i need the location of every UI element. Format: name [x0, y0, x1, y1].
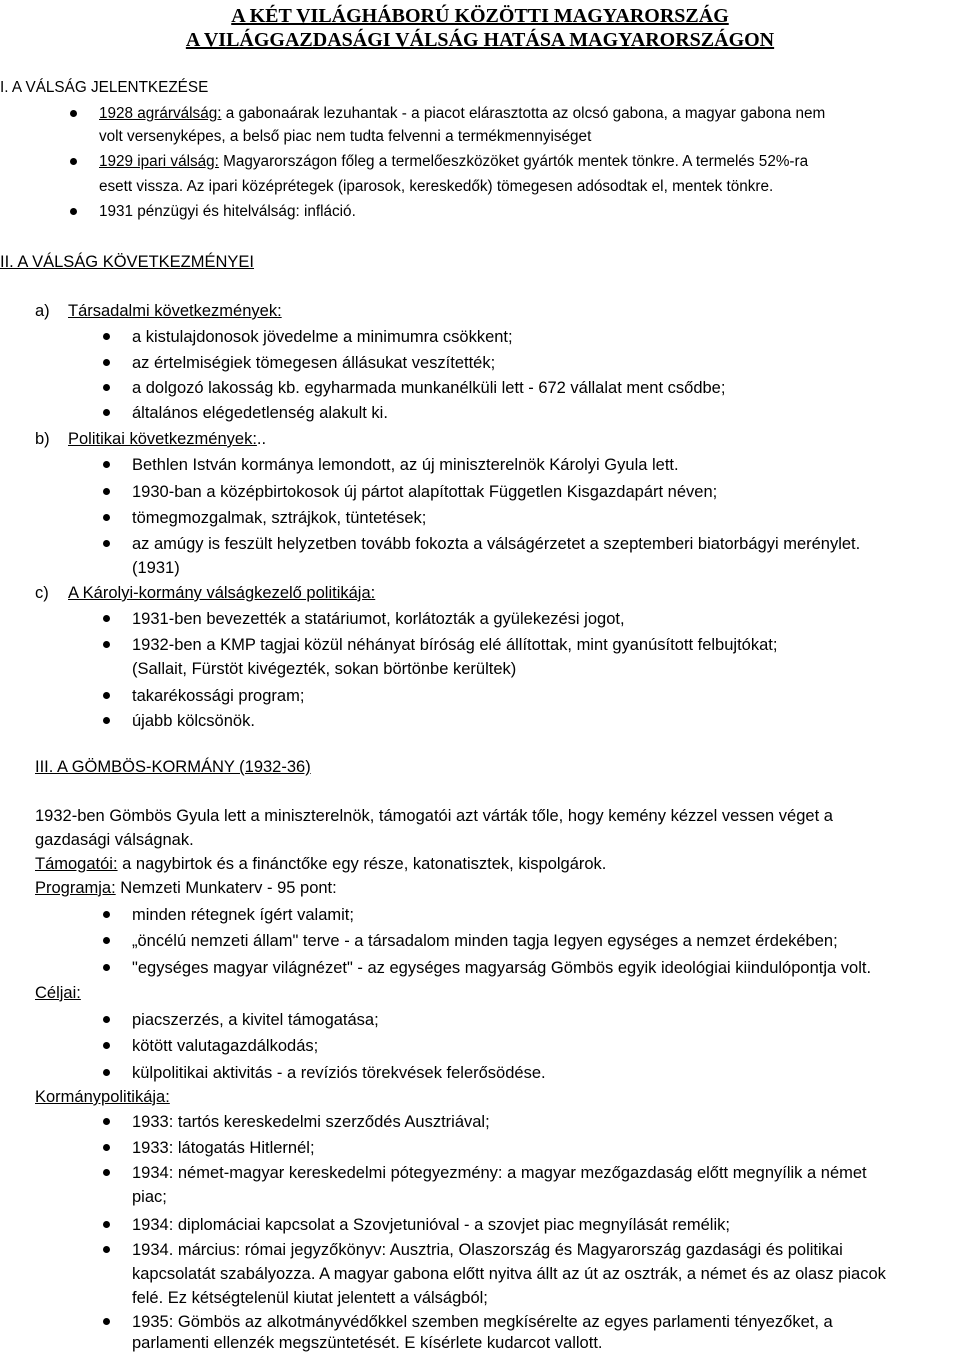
subsection-b-label — [68, 428, 266, 450]
policy-item-cont: piac; — [132, 1188, 167, 1206]
subsection-b-item-cont: (1931) — [132, 559, 180, 577]
section2-heading — [0, 251, 254, 273]
bullet-icon — [70, 110, 77, 117]
subsection-c-item: újabb kölcsönök. — [132, 712, 255, 730]
program-line — [35, 877, 337, 899]
label-text: Politikai következmények: — [68, 430, 257, 448]
supporters-line — [35, 853, 606, 875]
policy-item-cont: parlamenti ellenzék megszüntetését. E kísérlete kudarcot vallott. — [132, 1334, 603, 1352]
bullet-icon — [103, 359, 110, 366]
bullet-icon — [103, 1118, 110, 1125]
item-label: 1928 agrárválság: — [99, 105, 222, 122]
bullet-icon — [103, 1246, 110, 1253]
bullet-icon — [103, 911, 110, 918]
supporters-text: a nagybirtok és a finánctőke egy része, katonatisztek, kispolgárok. — [117, 855, 607, 873]
subsection-c-item: 1932-ben a KMP tagjai közül néhányat bíróság elé állítottak, mint gyanúsított felbujtókat; — [132, 636, 778, 654]
subsection-b-item: tömegmozgalmak, sztrájkok, tüntetések; — [132, 509, 427, 527]
subsection-b-item: az amúgy is feszült helyzetben tovább fokozta a válságérzetet a szeptemberi biatorbágyi merénylet. — [132, 535, 861, 553]
supporters-label: Támogatói: — [35, 855, 118, 873]
subsection-a-label: Társadalmi következmények: — [68, 302, 282, 320]
bullet-icon — [103, 937, 110, 944]
subsection-b-item: Bethlen István kormánya lemondott, az új miniszterelnök Károlyi Gyula lett. — [132, 456, 679, 474]
document-title-line2: A VILÁGGAZDASÁGI VÁLSÁG HATÁSA MAGYARORSZÁGON — [185, 29, 775, 51]
section3-heading — [35, 756, 311, 778]
section1-item2-line1 — [99, 151, 808, 173]
section1-item3: 1931 pénzügyi és hitelválság: infláció. — [99, 203, 356, 220]
subsection-a-item: az értelmiségiek tömegesen állásukat veszítették; — [132, 354, 496, 372]
goals-item: kötött valutagazdálkodás; — [132, 1037, 319, 1055]
section1-item1-line2: volt versenyképes, a belső piac nem tudta felvenni a termékmennyiséget — [99, 128, 592, 145]
item-text: Magyarországon főleg a termelőeszközöket gyártók mentek tönkre. A termelés 52%-ra — [218, 153, 809, 170]
subsection-b-marker: b) — [35, 430, 50, 448]
program-label: Programja: — [35, 879, 116, 897]
subsection-c-item: takarékossági program; — [132, 687, 305, 705]
bullet-icon — [70, 158, 77, 165]
subsection-a-marker: a) — [35, 302, 50, 320]
bullet-icon — [103, 540, 110, 547]
program-item: „öncélú nemzeti állam" terve - a társadalom minden tagja Iegyen egységes a nemzet érdekében; — [132, 932, 838, 950]
section3-intro-line1: 1932-ben Gömbös Gyula lett a miniszterelnök, támogatói azt várták tőle, hogy kemény kézzel vessen véget a — [35, 807, 833, 825]
policy-item: 1934: német-magyar kereskedelmi pótegyezmény: a magyar mezőgazdaság előtt megnyílik a német — [132, 1164, 867, 1182]
bullet-icon — [103, 1318, 110, 1325]
policy-label: Kormánypolitikája: — [35, 1088, 170, 1106]
subsection-a-item: a kistulajdonosok jövedelme a minimumra csökkent; — [132, 328, 513, 346]
subsection-c-label: A Károlyi-kormány válságkezelő politikája: — [68, 584, 376, 602]
goals-label: Céljai: — [35, 984, 81, 1002]
bullet-icon — [103, 692, 110, 699]
bullet-icon — [70, 208, 77, 215]
subsection-b-item: 1930-ban a középbirtokosok új pártot alapítottak Független Kisgazdapárt néven; — [132, 483, 718, 501]
bullet-icon — [103, 641, 110, 648]
policy-item: 1933: látogatás Hitlernél; — [132, 1139, 315, 1157]
program-text: Nemzeti Munkaterv - 95 pont: — [115, 879, 337, 897]
bullet-icon — [103, 615, 110, 622]
program-item: minden rétegnek ígért valamit; — [132, 906, 354, 924]
policy-item: 1934: diplomáciai kapcsolat a Szovjetunióval - a szovjet piac megnyílását remélik; — [132, 1216, 730, 1234]
goals-item: piacszerzés, a kivitel támogatása; — [132, 1011, 379, 1029]
policy-item-cont: kapcsolatát szabályozza. A magyar gabona előtt nyitva állt az út az osztrák, a német és az olasz piacok — [132, 1265, 886, 1283]
heading-text: III. A GÖMBÖS-KORMÁNY (1932-36) — [35, 758, 311, 776]
bullet-icon — [103, 488, 110, 495]
goals-item: külpolitikai aktivitás - a revíziós törekvések felerősödése. — [132, 1064, 546, 1082]
policy-item-cont: felé. Ez kétségtelenül kiutat jelentett a válságból; — [132, 1289, 488, 1307]
policy-item: 1935: Gömbös az alkotmányvédőkkel szemben megkísérelte az egyes parlamenti tényezőket, a — [132, 1313, 833, 1331]
bullet-icon — [103, 333, 110, 340]
document-title-line1: A KÉT VILÁGHÁBORÚ KÖZÖTTI MAGYARORSZÁG — [231, 5, 729, 27]
bullet-icon — [103, 1169, 110, 1176]
bullet-icon — [103, 461, 110, 468]
bullet-icon — [103, 1016, 110, 1023]
bullet-icon — [103, 384, 110, 391]
bullet-icon — [103, 1042, 110, 1049]
policy-item: 1934. március: római jegyzőkönyv: Ausztria, Olaszország és Magyarország gazdasági és politikai — [132, 1241, 843, 1259]
bullet-icon — [103, 1144, 110, 1151]
subsection-a-item: általános elégedetlenség alakult ki. — [132, 404, 388, 422]
section3-intro-line2: gazdasági válságnak. — [35, 831, 194, 849]
subsection-a-item: a dolgozó lakosság kb. egyharmada munkanélküli lett - 672 vállalat ment csődbe; — [132, 379, 726, 397]
section1-heading: I. A VÁLSÁG JELENTKEZÉSE — [0, 79, 209, 96]
subsection-c-item-cont: (Sallait, Fürstöt kivégezték, sokan börtönbe kerültek) — [132, 660, 517, 678]
bullet-icon — [103, 514, 110, 521]
label-suffix: .. — [256, 430, 267, 448]
heading-text: II. A VÁLSÁG KÖVETKEZMÉNYEI — [0, 253, 255, 271]
bullet-icon — [103, 409, 110, 416]
bullet-icon — [103, 1069, 110, 1076]
item-label: 1929 ipari válság: — [99, 153, 219, 170]
subsection-c-item: 1931-ben bevezették a statáriumot, korlátozták a gyülekezési jogot, — [132, 610, 625, 628]
section1-item1-line1 — [99, 103, 825, 125]
bullet-icon — [103, 964, 110, 971]
bullet-icon — [103, 717, 110, 724]
policy-item: 1933: tartós kereskedelmi szerződés Ausztriával; — [132, 1113, 490, 1131]
subsection-c-marker: c) — [35, 584, 49, 602]
item-text: a gabonaárak lezuhantak - a piacot elárasztotta az olcsó gabona, a magyar gabona nem — [221, 105, 826, 122]
section1-item2-line2: esett vissza. Az ipari középrétegek (iparosok, kereskedők) tömegesen adósodtak el, mentek tönkre. — [99, 178, 774, 195]
bullet-icon — [103, 1221, 110, 1228]
program-item: "egységes magyar világnézet" - az egységes magyarság Gömbös egyik ideológiai kiindulópontja volt. — [132, 959, 872, 977]
